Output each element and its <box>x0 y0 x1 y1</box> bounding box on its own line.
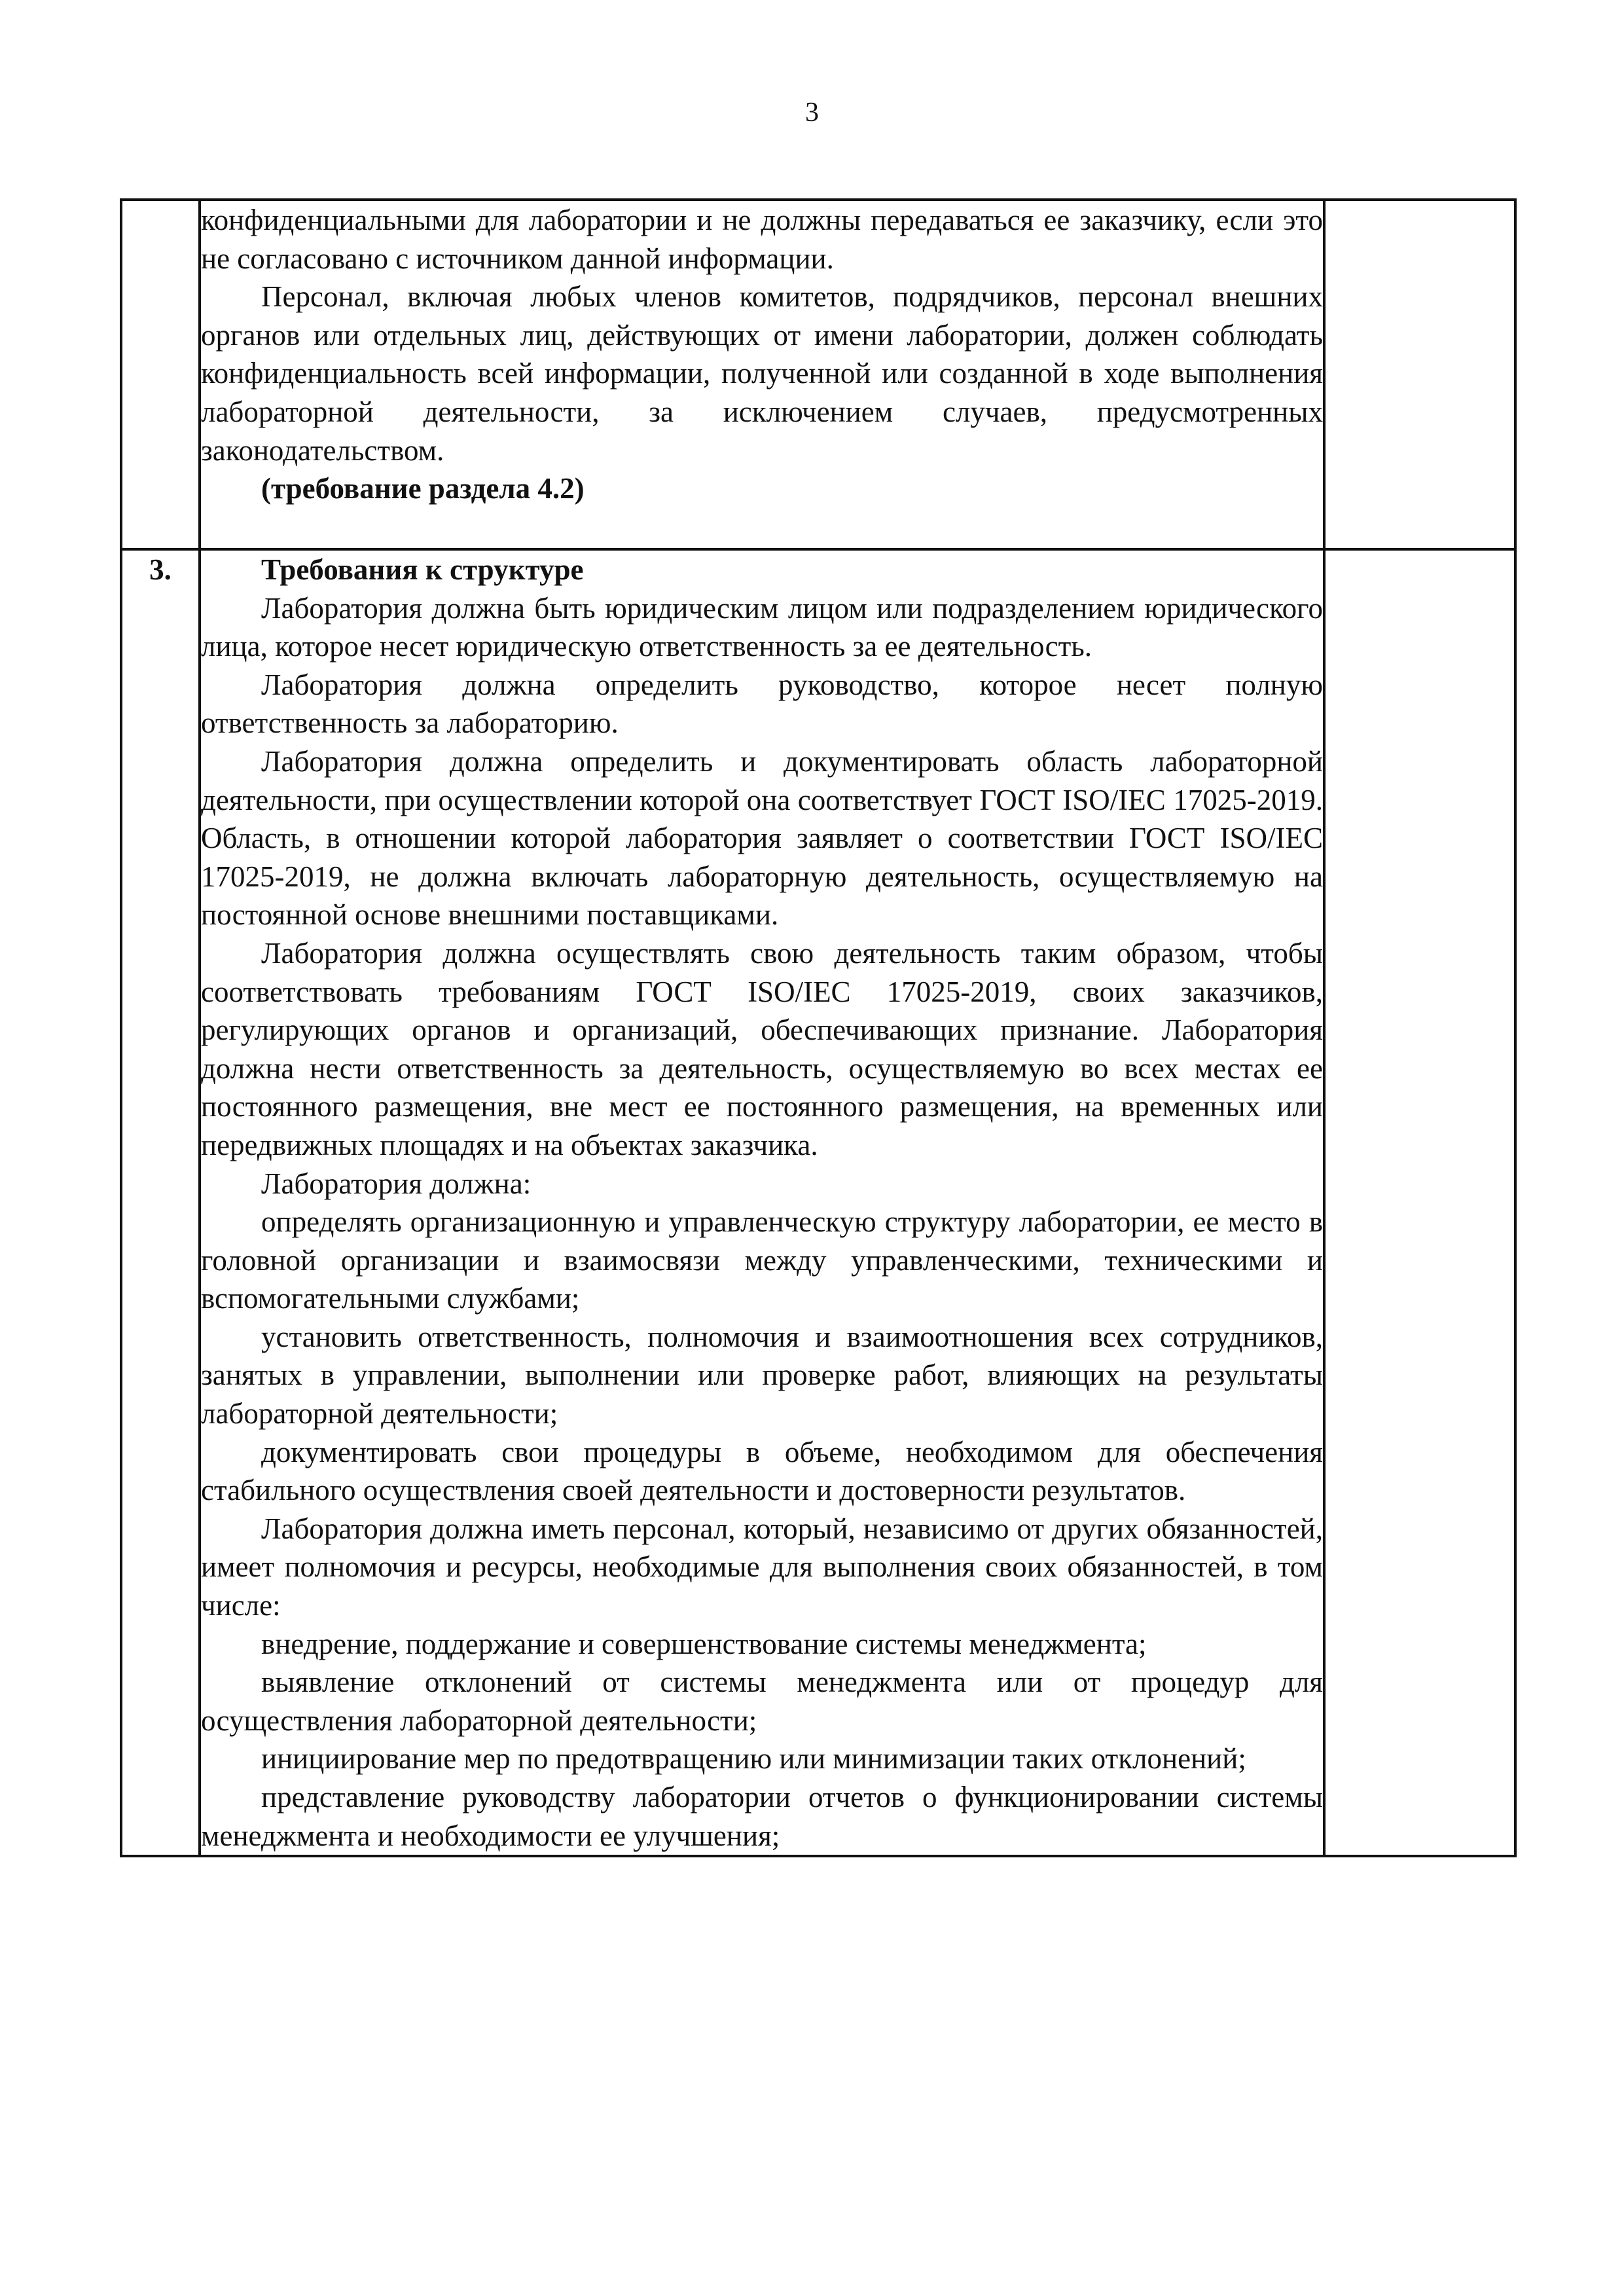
paragraph: Лаборатория должна определить и документировать область лабораторной деятельности, при осуществлении которой она соответствует ГОСТ ISO/IEC 17025-2019. Область, в отношении которой лаборатория заявляет о соответствии ГОСТ ISO/IEC 17025-2019, не должна включать лабораторную деятельность, осуществляемую на постоянной основе внешними поставщиками. <box>201 744 1323 932</box>
requirement-text-cell <box>200 200 1324 549</box>
page-number: 3 <box>805 98 819 128</box>
section-reference: (требование раздела 4.2) <box>261 472 585 505</box>
paragraph: Лаборатория должна: <box>261 1167 532 1200</box>
list-item: внедрение, поддержание и совершенствование системы менеджмента; <box>261 1627 1147 1660</box>
section-heading: Требования к структуре <box>261 553 584 586</box>
list-item: выявление отклонений от системы менеджмента или от процедур для осуществления лабораторной деятельности; <box>201 1666 1323 1737</box>
list-item: определять организационную и управленческую структуру лаборатории, ее место в головной организации и взаимосвязи между управленческими, техническими и вспомогательными службами; <box>201 1205 1323 1315</box>
paragraph: Лаборатория должна быть юридическим лицом или подразделением юридического лица, которое несет юридическую ответственность за ее деятельность. <box>201 591 1323 663</box>
note-cell <box>1324 549 1515 1856</box>
paragraph: конфиденциальными для лаборатории и не должны передаваться ее заказчику, если это не согласовано с источником данной информации. <box>201 204 1323 275</box>
paragraph: Лаборатория должна определить руководство, которое несет полную ответственность за лабораторию. <box>201 668 1323 740</box>
paragraph: Лаборатория должна осуществлять свою деятельность таким образом, чтобы соответствовать требованиям ГОСТ ISO/IEC 17025-2019, своих заказчиков, регулирующих органов и организаций, обеспечивающих признание. Лаборатория должна нести ответственность за деятельность, осуществляемую во всех местах ее постоянного размещения, вне мест ее постоянного размещения, на временных или передвижных площадях и на объектах заказчика. <box>201 936 1323 1161</box>
row-number-cell: 3. <box>121 549 200 1856</box>
table-row <box>121 549 1515 1856</box>
paragraph: Лаборатория должна иметь персонал, который, независимо от других обязанностей, имеет полномочия и ресурсы, необходимые для выполнения своих обязанностей, в том числе: <box>201 1512 1323 1622</box>
note-cell <box>1324 200 1515 549</box>
list-item: установить ответственность, полномочия и взаимоотношения всех сотрудников, занятых в управлении, выполнении или проверке работ, влияющих на результаты лабораторной деятельности; <box>201 1320 1323 1430</box>
requirements-table <box>120 198 1517 1857</box>
requirement-text-cell <box>200 549 1324 1856</box>
row-number-cell <box>121 200 200 549</box>
list-item: документировать свои процедуры в объеме, необходимом для обеспечения стабильного осуществления своей деятельности и достоверности результатов. <box>201 1435 1323 1507</box>
list-item: представление руководству лаборатории отчетов о функционировании системы менеджмента и необходимости ее улучшения; <box>201 1781 1323 1852</box>
paragraph: Персонал, включая любых членов комитетов, подрядчиков, персонал внешних органов или отдельных лиц, действующих от имени лаборатории, должен соблюдать конфиденциальность всей информации, полученной или созданной в ходе выполнения лабораторной деятельности, за исключением случаев, предусмотренных законодательством. <box>201 280 1323 467</box>
table-row <box>121 200 1515 549</box>
list-item: инициирование мер по предотвращению или минимизации таких отклонений; <box>261 1742 1246 1776</box>
